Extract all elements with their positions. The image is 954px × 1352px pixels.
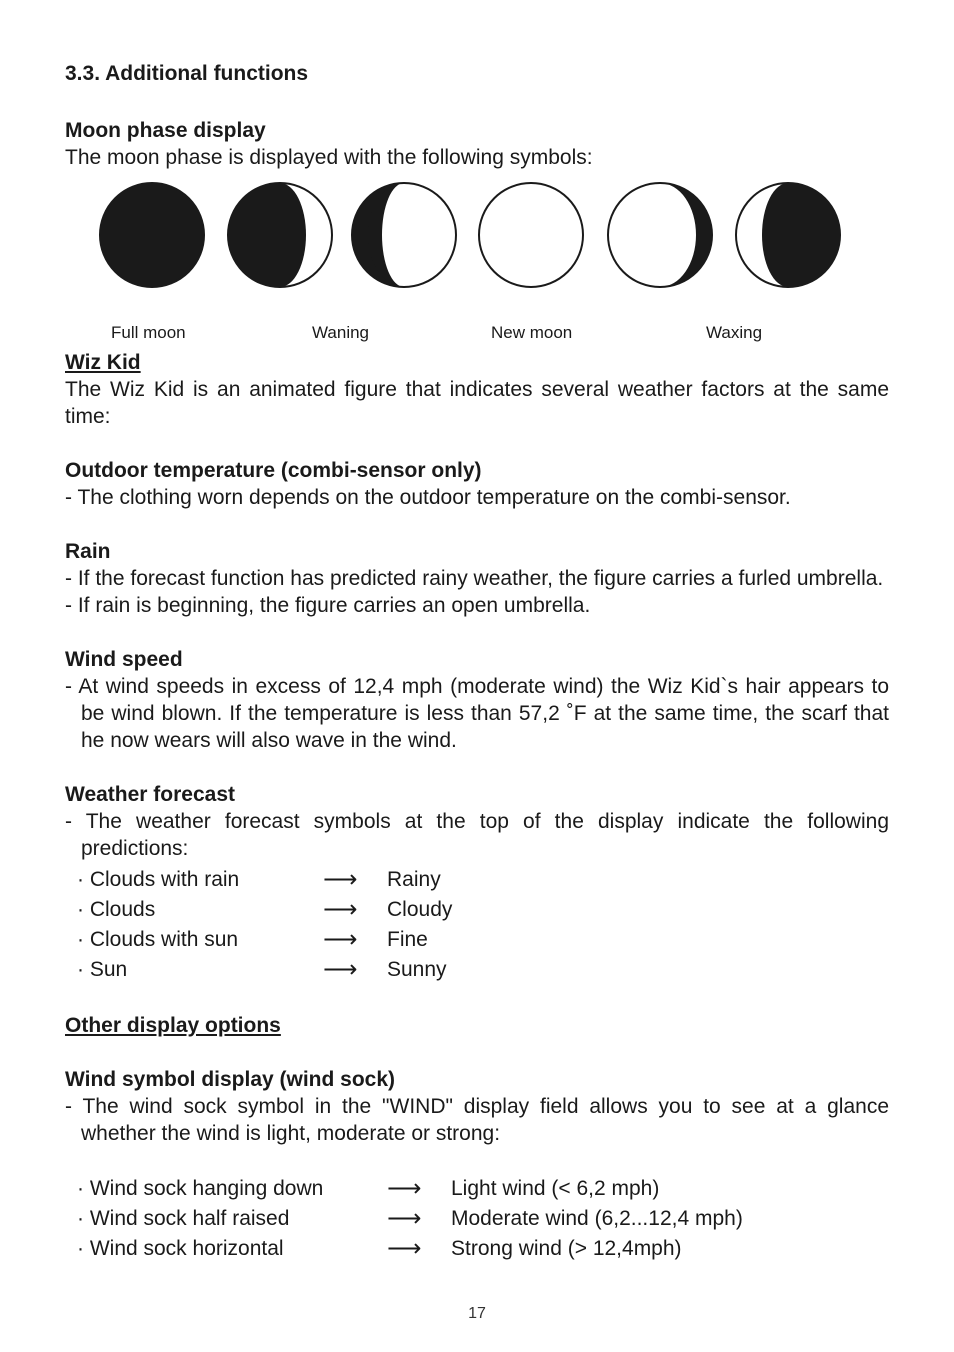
moon-label-full: Full moon <box>111 323 186 342</box>
manual-page <box>65 58 889 1263</box>
forecast-heading: Weather forecast <box>65 783 236 806</box>
forecast-meaning: Cloudy <box>387 897 453 921</box>
page-number: 17 <box>468 1305 486 1322</box>
wizkid-heading: Wiz Kid <box>65 351 141 374</box>
forecast-meaning: Rainy <box>387 867 441 891</box>
outdoor-heading: Outdoor temperature (combi-sensor only) <box>65 459 482 482</box>
windsock-table <box>77 1173 743 1263</box>
moon-label-waxing: Waxing <box>706 323 763 342</box>
rain-item: - If the forecast function has predicted rainy weather, the figure carries a furled umbrella. <box>65 567 884 590</box>
windsock-meaning: Strong wind (> 12,4mph) <box>451 1236 682 1260</box>
new-moon-icon <box>479 183 583 287</box>
wizkid-intro: The Wiz Kid is an animated figure that indicates several weather factors at the same time: <box>65 378 889 428</box>
waning-crescent-icon <box>352 183 456 287</box>
windsock-state: · Wind sock horizontal <box>77 1236 284 1260</box>
windsock-meaning: Light wind (< 6,2 mph) <box>451 1176 660 1200</box>
section-title: 3.3. Additional functions <box>65 62 309 85</box>
windsock-heading: Wind symbol display (wind sock) <box>65 1068 396 1091</box>
arrow-icon: ⟶ <box>387 1204 422 1232</box>
windsock-state: · Wind sock half raised <box>77 1206 290 1230</box>
table-row <box>77 924 452 954</box>
moon-label-waning: Waning <box>312 323 370 342</box>
forecast-table <box>77 864 452 984</box>
forecast-text: - The weather forecast symbols at the top of the display indicate the following predictions: <box>65 810 889 860</box>
forecast-symbol: · Clouds <box>77 897 156 921</box>
other-heading: Other display options <box>65 1014 281 1037</box>
moon-phase-labels <box>65 319 889 349</box>
forecast-meaning: Fine <box>387 927 428 951</box>
forecast-symbol: · Clouds with rain <box>77 867 240 891</box>
forecast-symbol: · Sun <box>77 957 128 981</box>
wind-text: - At wind speeds in excess of 12,4 mph (moderate wind) the Wiz Kid`s hair appears to be wind blown. If the temperature is less than 57,2 ˚F at the same time, the scarf that he now wears will also wave in the wind. <box>65 675 889 752</box>
moon-label-new: New moon <box>491 323 573 342</box>
table-row <box>77 864 452 894</box>
moon-heading: Moon phase display <box>65 119 266 142</box>
wind-heading: Wind speed <box>65 648 183 671</box>
arrow-icon: ⟶ <box>387 1234 422 1262</box>
table-row <box>77 1203 743 1233</box>
waning-gibbous-icon <box>228 183 332 287</box>
arrow-icon: ⟶ <box>323 925 358 953</box>
windsock-text: - The wind sock symbol in the "WIND" display field allows you to see at a glance whether the wind is light, moderate or strong: <box>65 1095 889 1145</box>
arrow-icon: ⟶ <box>387 1174 422 1202</box>
table-row <box>77 894 452 924</box>
table-row <box>77 1173 743 1203</box>
forecast-symbol: · Clouds with sun <box>77 927 239 951</box>
moon-intro: The moon phase is displayed with the following symbols: <box>65 146 593 169</box>
moon-phase-symbols <box>65 179 889 319</box>
forecast-meaning: Sunny <box>387 957 447 981</box>
rain-heading: Rain <box>65 540 111 563</box>
table-row <box>77 954 452 984</box>
arrow-icon: ⟶ <box>323 955 358 983</box>
arrow-icon: ⟶ <box>323 895 358 923</box>
arrow-icon: ⟶ <box>323 865 358 893</box>
waxing-crescent-icon <box>608 183 712 287</box>
windsock-state: · Wind sock hanging down <box>77 1176 324 1200</box>
table-row <box>77 1233 743 1263</box>
rain-item: - If rain is beginning, the figure carries an open umbrella. <box>65 594 591 617</box>
windsock-meaning: Moderate wind (6,2...12,4 mph) <box>451 1206 743 1230</box>
full-moon-icon <box>100 183 204 287</box>
outdoor-text: - The clothing worn depends on the outdoor temperature on the combi-sensor. <box>65 486 791 509</box>
waxing-gibbous-icon <box>736 183 840 287</box>
